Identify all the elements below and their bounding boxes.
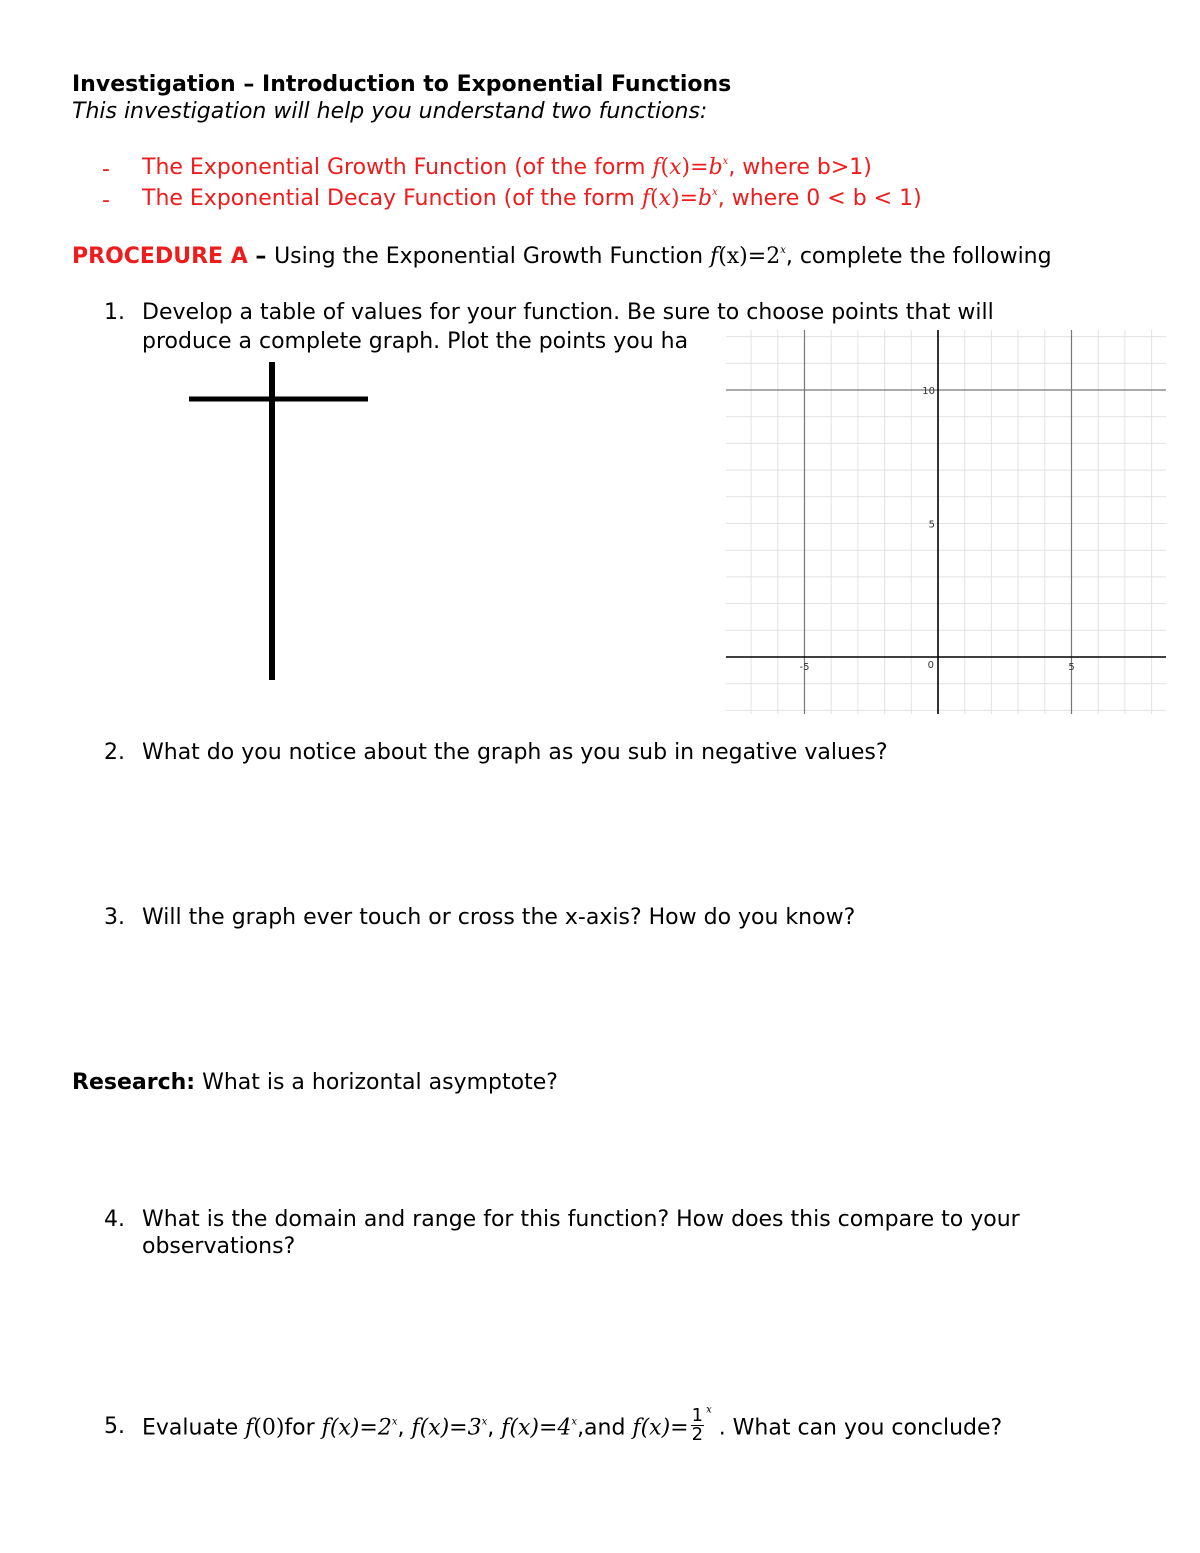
decay-function-bullet: The Exponential Decay Function (of the form $f(x)=b^x$, where 0 < b < 1) [142,186,922,211]
x-tick-label: -5 [799,662,810,673]
question-4-line-1: What is the domain and range for this function? How does this compare to your [142,1207,1020,1232]
question-number: 2. [104,740,125,765]
question-2-text: What do you notice about the graph as you sub in negative values? [142,740,888,765]
procedure-a-heading: PROCEDURE A – Using the Exponential Growth Function $f(x)=2^x$, complete the following [72,244,1052,269]
question-3-text: Will the graph ever touch or cross the x-axis? How do you know? [142,905,856,930]
question-5-text: Evaluate f(0)for $f(x)=2^x$, $f(x)=3^x$, $f(x)=4^x,and$ f(x)= $\frac{1}{2}$ $^x$ . What can you conclude? [142,1404,1003,1445]
bullet-dash: - [102,188,110,213]
page-title: Investigation – Introduction to Exponential Functions [72,72,732,97]
y-tick-label: 5 [928,519,935,531]
x-tick-label: 5 [1068,662,1075,673]
page-subtitle: This investigation will help you understand two functions: [72,99,708,124]
bullet-dash: - [102,157,110,182]
research-question: Research: What is a horizontal asymptote? [72,1070,558,1095]
question-4-line-2: observations? [142,1234,296,1259]
question-number: 1. [104,300,125,325]
one-half-fraction: $\frac{1}{2}$ [691,1405,704,1445]
growth-function-bullet: The Exponential Growth Function (of the form $f(x)=b^x$, where b>1) [142,155,872,180]
y-tick-label: 10 [922,386,935,397]
origin-label: 0 [927,660,934,671]
question-1-line-2: produce a complete graph. Plot the points you ha [142,329,689,354]
question-1-line-1: Develop a table of values for your function. Be sure to choose points that will [142,300,994,325]
table-of-values-t-chart [0,0,400,700]
question-number: 5. [104,1414,125,1439]
coordinate-grid [726,330,1166,714]
question-number: 4. [104,1207,125,1232]
question-number: 3. [104,905,125,930]
